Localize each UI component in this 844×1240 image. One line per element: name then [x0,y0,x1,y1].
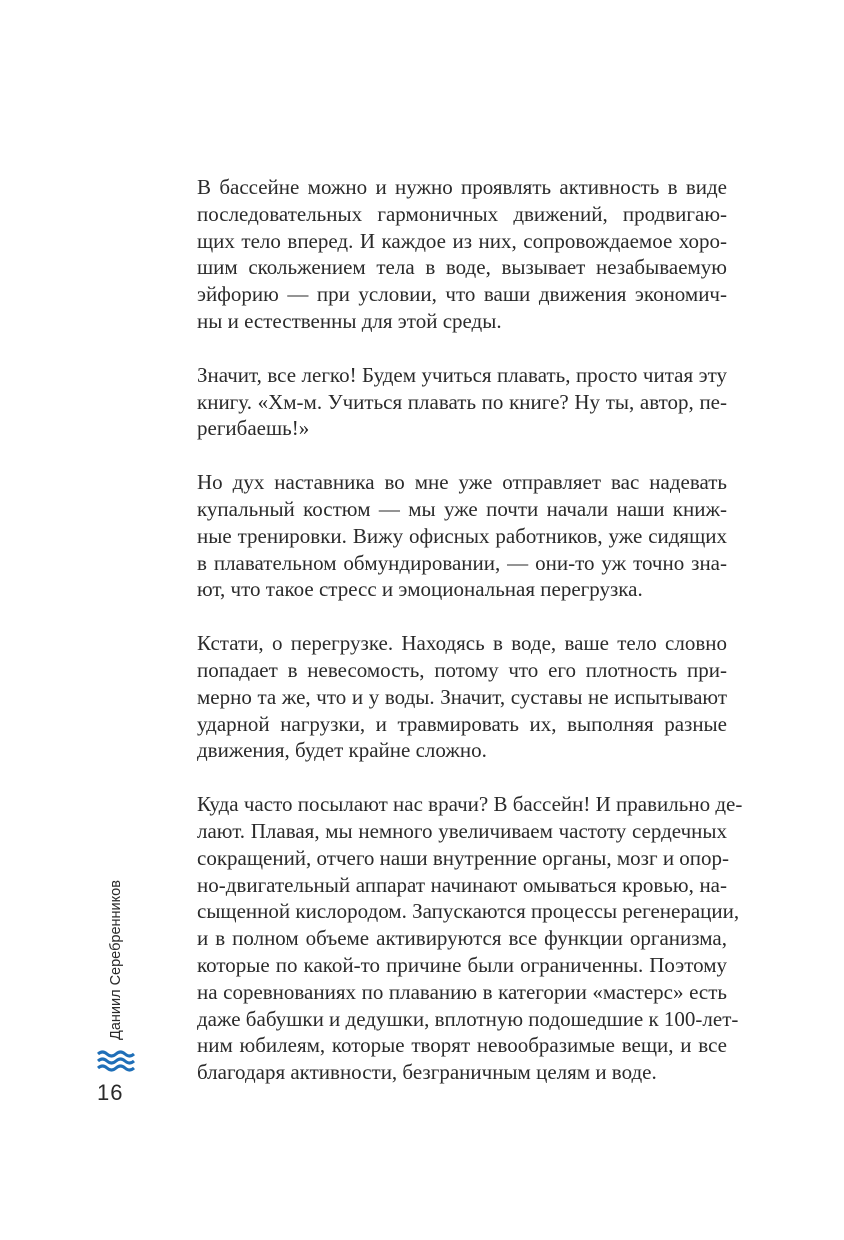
text-line: и в полном объеме активируются все функции организма, [197,926,727,951]
text-line: ны и естественны для этой среды. [197,308,502,333]
text-line: Но дух наставника во мне уже отправляет вас надевать [197,470,727,495]
text-line: Кстати, о перегрузке. Находясь в воде, ваше тело словно [197,631,727,656]
text-line: лают. Плавая, мы немного увеличиваем частоту сердечных [197,818,727,843]
text-line: в плавательном обмундировании, — они-то уж точно зна- [197,550,727,575]
text-line: ные тренировки. Вижу офисных работников, уже сидящих [197,523,727,548]
paragraph-5 [197,791,743,1086]
text-line: книгу. «Хм-м. Учиться плавать по книге? Ну ты, автор, пе- [197,389,727,414]
paragraph-3 [197,469,727,603]
text-line: движения, будет крайне сложно. [197,738,487,763]
text-line: эйфорию — при условии, что ваши движения экономич- [197,282,727,307]
paragraph-4 [197,630,727,764]
text-line: которые по какой-то причине были ограниченны. Поэтому [197,952,727,977]
text-line: благодаря активности, безграничным целям и воде. [197,1060,657,1085]
text-line: последовательных гармоничных движений, продвигаю- [197,201,727,226]
text-line: регибаешь!» [197,416,310,441]
text-line: мерно та же, что и у воды. Значит, суставы не испытывают [197,684,727,709]
text-line: но-двигательный аппарат начинают омываться кровью, на- [197,872,727,897]
text-line: попадает в невесомость, потому что его плотность при- [197,657,727,682]
text-line: В бассейне можно и нужно проявлять активность в виде [197,175,727,199]
text-line: сокращений, отчего наши внутренние органы, мозг и опор- [197,845,730,870]
text-line: купальный костюм — мы уже почти начали наши книж- [197,496,727,521]
text-line: Куда часто посылают нас врачи? В бассейн! И правильно де- [197,792,743,817]
paragraph-2 [197,362,727,442]
text-line: сыщенной кислородом. Запускаются процессы регенерации, [197,899,740,924]
text-line: ударной нагрузки, и травмировать их, выполняя разные [197,711,727,736]
text-line: ним юбилеям, которые творят невообразимые вещи, и все [197,1033,727,1058]
page-number: 16 [97,1080,124,1105]
text-line: на соревнованиях по плаванию в категории «мастерс» есть [197,979,727,1004]
paragraph-1 [197,174,727,335]
waves-icon [96,1050,138,1072]
author-name: Даниил Серебренников [108,880,124,1040]
text-line: шим скольжением тела в воде, вызывает незабываемую [197,255,727,280]
text-line: Значит, все легко! Будем учиться плавать, просто читая эту [197,362,727,387]
page-body [197,174,743,1113]
text-line: даже бабушки и дедушки, вплотную подошедшие к 100-лет- [197,1006,739,1031]
text-line: ют, что такое стресс и эмоциональная перегрузка. [197,577,643,602]
text-line: щих тело вперед. И каждое из них, сопровождаемое хоро- [197,228,727,253]
